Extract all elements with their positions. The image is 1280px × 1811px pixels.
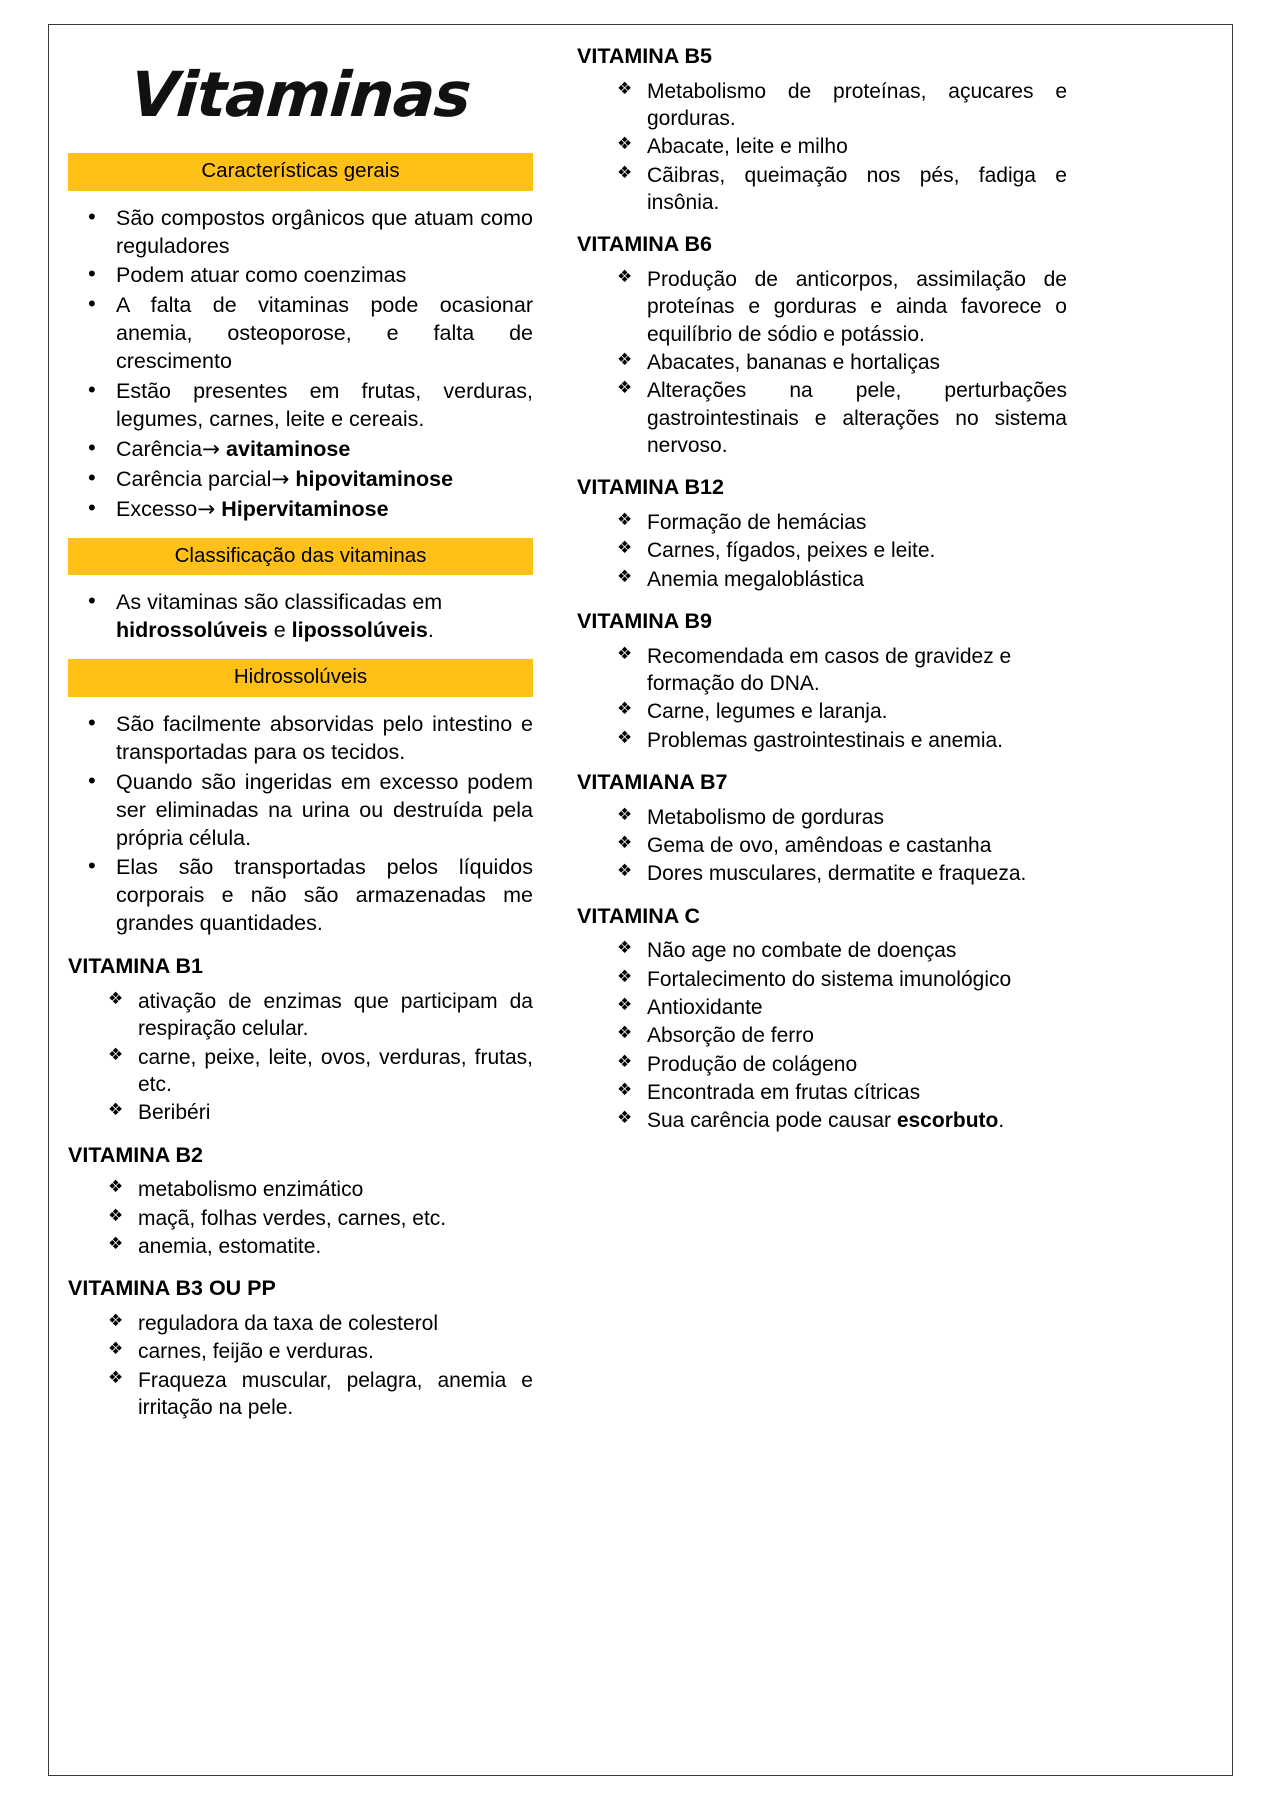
list-item: ❖ Recomendada em casos de gravidez e formação do DNA. bbox=[577, 643, 1067, 698]
list-item: ❖ Abacates, bananas e hortaliças bbox=[577, 349, 1067, 376]
list-item: ❖ Antioxidante bbox=[577, 994, 1067, 1021]
two-column-layout bbox=[68, 44, 1213, 1435]
text-prefix: As vitaminas são classificadas em bbox=[116, 590, 443, 615]
list-item: • Elas são transportadas pelos líquidos corporais e não são armazenadas me grandes quantidades. bbox=[68, 854, 533, 938]
text-suffix: . bbox=[427, 618, 434, 643]
section-banner-caracteristicas-gerais: Características gerais bbox=[68, 153, 533, 191]
list-item: ❖ Metabolismo de proteínas, açucares e gorduras. bbox=[577, 78, 1067, 133]
text-prefix: Sua carência pode causar bbox=[647, 1109, 897, 1133]
list-item: ❖ Gema de ovo, amêndoas e castanha bbox=[577, 832, 1067, 859]
right-column bbox=[577, 44, 1067, 1435]
term-text: Carência bbox=[116, 437, 203, 462]
heading-vitamina-b5: VITAMINA B5 bbox=[577, 44, 712, 68]
text-bold-escorbuto: escorbuto bbox=[896, 1109, 999, 1133]
list-item bbox=[68, 589, 533, 645]
text-bold-lipossoluveis: lipossolúveis bbox=[291, 618, 428, 643]
text-suffix: . bbox=[998, 1109, 1005, 1133]
text-bold-hidrossoluveis: hidrossolúveis bbox=[116, 618, 268, 643]
list-vitamina-b9 bbox=[577, 643, 1067, 754]
list-item: • São compostos orgânicos que atuam como reguladores bbox=[68, 205, 533, 261]
list-item: ❖ carne, peixe, leite, ovos, verduras, frutas, etc. bbox=[68, 1044, 533, 1099]
term-definition: avitaminose bbox=[220, 437, 351, 462]
left-column bbox=[68, 44, 533, 1435]
list-item: ❖ Encontrada em frutas cítricas bbox=[577, 1079, 1067, 1106]
list-vitamina-b7 bbox=[577, 804, 1067, 888]
list-item: ❖ Anemia megaloblástica bbox=[577, 566, 1067, 593]
list-item: ❖ Absorção de ferro bbox=[577, 1022, 1067, 1049]
list-item: ❖ Beribéri bbox=[68, 1099, 533, 1126]
list-item bbox=[68, 466, 533, 494]
arrow-icon: → bbox=[271, 467, 290, 493]
term-definition: hipovitaminose bbox=[289, 467, 454, 492]
section-banner-classificacao-das-vitaminas: Classificação das vitaminas bbox=[68, 538, 533, 576]
term-definition: Hipervitaminose bbox=[215, 496, 389, 521]
list-item bbox=[577, 1107, 1067, 1134]
list-vitamina-c bbox=[577, 937, 1067, 1134]
heading-vitamina-b3-ou-pp: VITAMINA B3 OU PP bbox=[68, 1276, 276, 1301]
list-item: ❖ reguladora da taxa de colesterol bbox=[68, 1310, 533, 1337]
list-item: ❖ maçã, folhas verdes, carnes, etc. bbox=[68, 1205, 533, 1232]
arrow-icon: → bbox=[202, 437, 221, 463]
list-item: ❖ Metabolismo de gorduras bbox=[577, 804, 1067, 831]
section-banner-hidrossoluveis: Hidrossolúveis bbox=[68, 659, 533, 697]
list-vitamina-b6 bbox=[577, 266, 1067, 459]
list-caracteristicas-gerais bbox=[68, 205, 533, 524]
list-item: ❖ Produção de anticorpos, assimilação de proteínas e gorduras e ainda favorece o equilíbrio de sódio e potássio. bbox=[577, 266, 1067, 348]
list-vitamina-b2 bbox=[68, 1176, 533, 1260]
list-item: ❖ Carne, legumes e laranja. bbox=[577, 698, 1067, 725]
list-item: ❖ Alterações na pele, perturbações gastrointestinais e alterações no sistema nervoso. bbox=[577, 377, 1067, 459]
list-item: ❖ Dores musculares, dermatite e fraqueza. bbox=[577, 860, 1067, 887]
list-item: ❖ Não age no combate de doenças bbox=[577, 937, 1067, 964]
list-item: ❖ carnes, feijão e verduras. bbox=[68, 1338, 533, 1365]
list-classificacao bbox=[68, 589, 533, 645]
list-item bbox=[68, 496, 533, 524]
heading-vitamiana-b7: VITAMIANA B7 bbox=[577, 769, 728, 794]
heading-vitamina-b2: VITAMINA B2 bbox=[68, 1142, 203, 1167]
list-item: ❖ Produção de colágeno bbox=[577, 1051, 1067, 1078]
list-item: ❖ Formação de hemácias bbox=[577, 509, 1067, 536]
list-hidrossoluveis bbox=[68, 711, 533, 939]
list-item: • Quando são ingeridas em excesso podem ser eliminadas na urina ou destruída pela própria célula. bbox=[68, 769, 533, 853]
list-item: ❖ anemia, estomatite. bbox=[68, 1233, 533, 1260]
list-item: ❖ Cãibras, queimação nos pés, fadiga e insônia. bbox=[577, 162, 1067, 217]
list-item: ❖ Carnes, fígados, peixes e leite. bbox=[577, 537, 1067, 564]
term-text: Carência parcial bbox=[116, 467, 272, 492]
arrow-icon: → bbox=[197, 496, 216, 522]
list-vitamina-b3 bbox=[68, 1310, 533, 1421]
heading-vitamina-b12: VITAMINA B12 bbox=[577, 475, 724, 500]
list-vitamina-b12 bbox=[577, 509, 1067, 593]
list-item: • São facilmente absorvidas pelo intestino e transportadas para os tecidos. bbox=[68, 711, 533, 767]
heading-vitamina-b6: VITAMINA B6 bbox=[577, 232, 712, 257]
list-item: ❖ metabolismo enzimático bbox=[68, 1176, 533, 1203]
heading-vitamina-c: VITAMINA C bbox=[577, 903, 701, 928]
list-item: • Estão presentes em frutas, verduras, legumes, carnes, leite e cereais. bbox=[68, 378, 533, 434]
list-item: • Podem atuar como coenzimas bbox=[68, 262, 533, 290]
list-item bbox=[68, 436, 533, 464]
heading-vitamina-b1: VITAMINA B1 bbox=[68, 954, 203, 979]
heading-vitamina-b9: VITAMINA B9 bbox=[577, 608, 712, 633]
list-item: ❖ Abacate, leite e milho bbox=[577, 133, 1067, 160]
list-item: • A falta de vitaminas pode ocasionar anemia, osteoporose, e falta de crescimento bbox=[68, 292, 533, 376]
text-mid: e bbox=[267, 618, 292, 643]
list-item: ❖ ativação de enzimas que participam da respiração celular. bbox=[68, 988, 533, 1043]
list-vitamina-b1 bbox=[68, 988, 533, 1126]
list-item: ❖ Problemas gastrointestinais e anemia. bbox=[577, 727, 1067, 754]
list-item: ❖ Fraqueza muscular, pelagra, anemia e irritação na pele. bbox=[68, 1367, 533, 1422]
term-text: Excesso bbox=[116, 496, 198, 521]
list-item: ❖ Fortalecimento do sistema imunológico bbox=[577, 966, 1067, 993]
list-vitamina-b5 bbox=[577, 78, 1067, 216]
page-title: Vitaminas bbox=[128, 58, 473, 131]
